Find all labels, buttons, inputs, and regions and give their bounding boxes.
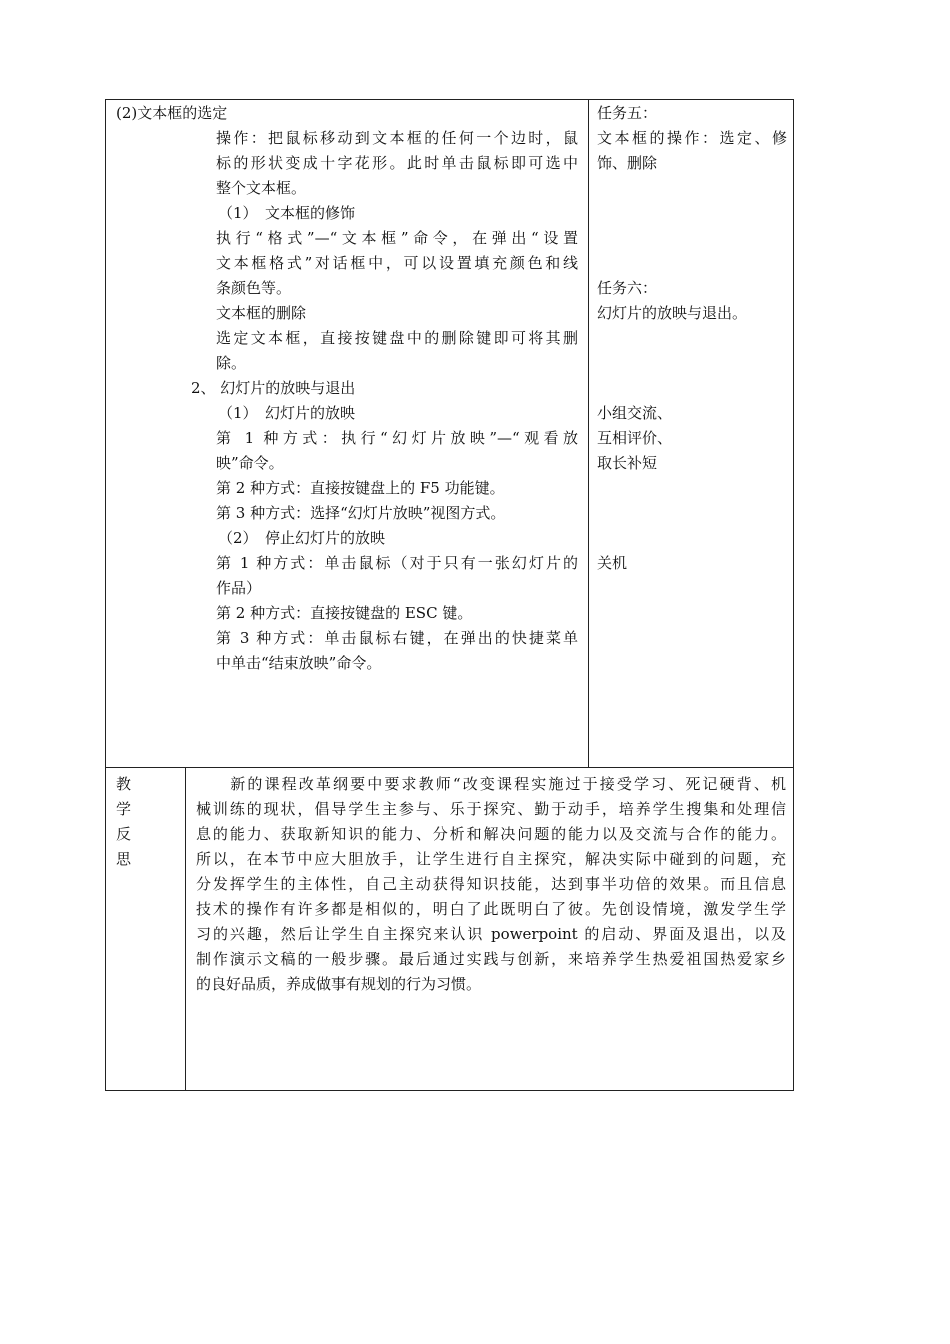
reflection-label bbox=[116, 772, 136, 872]
reflection-line: 所以，在本节中应大胆放手，让学生进行自主探究，解决实际中碰到的问题，充 bbox=[196, 850, 786, 868]
column-divider bbox=[185, 768, 186, 1090]
reflection-line: 息的能力、获取新知识的能力、分析和解决问题的能力以及交流与合作的能力。 bbox=[196, 825, 786, 843]
activity-line: 互相评价、 bbox=[597, 429, 673, 447]
shutdown-label: 关机 bbox=[597, 554, 628, 572]
task6-text: 幻灯片的放映与退出。 bbox=[597, 304, 748, 322]
task6-label: 任务六： bbox=[597, 279, 658, 297]
activity-line: 小组交流、 bbox=[597, 404, 673, 422]
play-line: 第 1 种方式：执行“幻灯片放映”—“观看放 bbox=[216, 429, 578, 447]
reflection-text bbox=[196, 772, 786, 997]
reflection-line: 制作演示文稿的一般步骤。最后通过实践与创新，来培养学生热爱祖国热爱家乡 bbox=[196, 950, 786, 968]
stop-line: 第 3 种方式：单击鼠标右键，在弹出的快捷菜单 bbox=[216, 629, 578, 647]
play-line: 第 2 种方式：直接按键盘上的 F5 功能键。 bbox=[216, 479, 505, 497]
decorate-line: 条颜色等。 bbox=[216, 279, 292, 297]
reflection-line: 的良好品质，养成做事有规划的行为习惯。 bbox=[196, 975, 482, 993]
select-op-line: 标的形状变成十字花形。此时单击鼠标即可选中 bbox=[216, 154, 578, 172]
section-heading-select: (2)文本框的选定 bbox=[116, 104, 228, 122]
play-heading: （1） 幻灯片的放映 bbox=[218, 404, 356, 422]
delete-line: 选定文本框，直接按键盘中的删除键即可将其删 bbox=[216, 329, 578, 347]
stop-line: 第 2 种方式：直接按键盘的 ESC 键。 bbox=[216, 604, 473, 622]
column-divider bbox=[588, 100, 589, 767]
reflection-label-char: 思 bbox=[116, 850, 132, 868]
reflection-line: 技术的操作有许多都是相似的，明白了此既明白了彼。先创设情境，激发学生学 bbox=[196, 900, 786, 918]
play-line: 第 3 种方式：选择“幻灯片放映”视图方式。 bbox=[216, 504, 506, 522]
reflection-line: 习的兴趣，然后让学生自主探究来认识 powerpoint 的启动、界面及退出，以及 bbox=[196, 925, 786, 943]
reflection-line: 械训练的现状，倡导学生主参与、乐于探究、勤于动手，培养学生搜集和处理信 bbox=[196, 800, 786, 818]
task5-line: 文本框的操作：选定、修 bbox=[597, 129, 787, 147]
reflection-line: 新的课程改革纲要中要求教师“改变课程实施过于接受学习、死记硬背、机 bbox=[196, 775, 786, 793]
task5-label: 任务五： bbox=[597, 104, 658, 122]
decorate-line: 执行“格式”—“文本框”命令，在弹出“设置 bbox=[216, 229, 578, 247]
stop-line: 中单击“结束放映”命令。 bbox=[216, 654, 382, 672]
select-op-line: 整个文本框。 bbox=[216, 179, 307, 197]
select-op-line: 操作：把鼠标移动到文本框的任何一个边时，鼠 bbox=[216, 129, 578, 147]
decorate-line: 文本框格式”对话框中，可以设置填充颜色和线 bbox=[216, 254, 578, 272]
play-line: 映”命令。 bbox=[216, 454, 284, 472]
activity-row bbox=[106, 100, 793, 768]
activity-line: 取长补短 bbox=[597, 454, 658, 472]
reflection-line: 分发挥学生的主体性，自己主动获得知识技能，达到事半功倍的效果。而且信息 bbox=[196, 875, 786, 893]
section2-heading: 2、 幻灯片的放映与退出 bbox=[191, 379, 356, 397]
decorate-heading: （1） 文本框的修饰 bbox=[218, 204, 356, 222]
reflection-label-char: 反 bbox=[116, 825, 132, 843]
stop-line: 第 1 种方式：单击鼠标（对于只有一张幻灯片的 bbox=[216, 554, 578, 572]
reflection-row bbox=[106, 768, 793, 1090]
stop-line: 作品） bbox=[216, 579, 262, 597]
task5-line: 饰、删除 bbox=[597, 154, 658, 172]
reflection-label-char: 教 bbox=[116, 775, 132, 793]
lesson-table bbox=[105, 99, 794, 1091]
stop-heading: （2） 停止幻灯片的放映 bbox=[218, 529, 386, 547]
reflection-label-char: 学 bbox=[116, 800, 132, 818]
delete-heading: 文本框的删除 bbox=[216, 304, 307, 322]
delete-line: 除。 bbox=[216, 354, 247, 372]
